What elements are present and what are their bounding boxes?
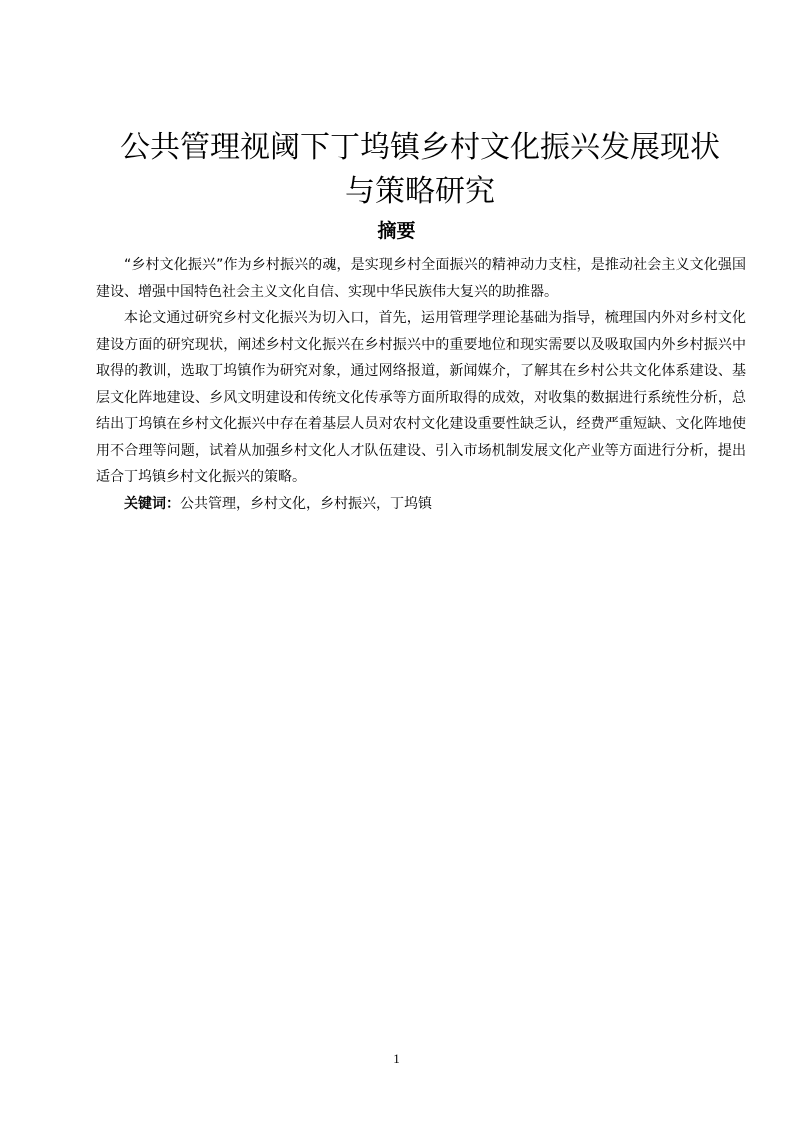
keywords-line: [96, 491, 746, 518]
abstract-body: [96, 252, 746, 517]
keywords-label: 关键词：: [124, 495, 180, 512]
abstract-heading: 摘要: [377, 220, 416, 242]
abstract-paragraph-1: “乡村文化振兴”作为乡村振兴的魂，是实现乡村全面振兴的精神动力支柱，是推动社会主义文化强国建设、增强中国特色社会主义文化自信、实现中华民族伟大复兴的助推器。: [96, 257, 746, 300]
page-number: 1: [393, 1051, 400, 1066]
document-title: 公共管理视阈下丁坞镇乡村文化振兴发展现状与策略研究: [120, 130, 720, 209]
keywords-value: 公共管理，乡村文化，乡村振兴，丁坞镇: [180, 495, 432, 512]
abstract-paragraph-2: 本论文通过研究乡村文化振兴为切入口，首先，运用管理学理论基础为指导，梳理国内外对乡村文化建设方面的研究现状，阐述乡村文化振兴在乡村振兴中的重要地位和现实需要以及吸取国内外乡村振兴中取得的教训，选取丁坞镇作为研究对象，通过网络报道，新闻媒介，了解其在乡村公共文化体系建设、基层文化阵地建设、乡风文明建设和传统文化传承等方面所取得的成效，对收集的数据进行系统性分析，总结出丁坞镇在乡村文化振兴中存在着基层人员对农村文化建设重要性缺乏认，经费严重短缺、文化阵地使用不合理等问题，试着从加强乡村文化人才队伍建设、引入市场机制发展文化产业等方面进行分析，提出适合丁坞镇乡村文化振兴的策略。: [96, 310, 746, 485]
